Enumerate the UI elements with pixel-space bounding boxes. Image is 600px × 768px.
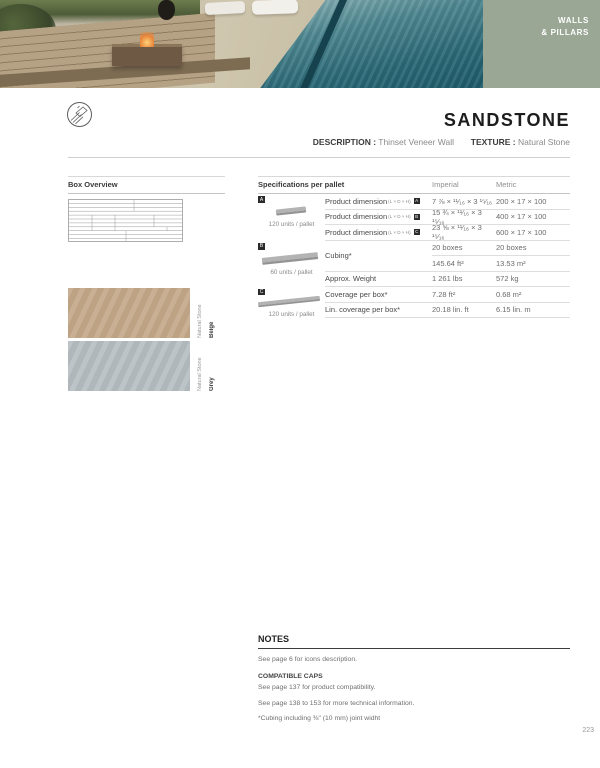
group-c-units: 120 units / pallet [268,311,315,318]
spec-row-label: Lin. coverage per box* [325,303,432,319]
spec-metric-value: 20 boxes [496,241,570,257]
hero-planter-vase [158,0,175,20]
hero-lounge-chair [252,0,298,15]
notes-heading: NOTES [258,634,570,649]
spec-imperial-value: 15 ¾ × ¹¹⁄₁₆ × 3 ¹⁵⁄₁₆ [432,210,496,226]
box-overview-heading: Box Overview [68,176,225,194]
title-divider [68,157,570,158]
spec-row-label: Coverage per box* [325,287,432,303]
group-c-label: C [259,289,264,295]
notes-line-technical: See page 138 to 153 for more technical information. [258,699,415,707]
hero-lounge-chair [205,1,246,15]
swatch-beige [68,288,190,338]
group-a-label: A [259,196,264,203]
spec-imperial-value: 1 261 lbs [432,272,496,288]
compatible-caps-heading: COMPATIBLE CAPS [258,673,323,681]
spec-row-label: Approx. Weight [325,272,432,288]
group-b-label: B [259,243,264,249]
spec-metric-value: 572 kg [496,272,570,288]
group-a-units: 120 units / pallet [268,221,315,228]
swatch-row-grey [68,341,215,391]
category-label [541,15,589,40]
category-line-1: WALLS [558,16,589,25]
swatch-name-label: Grey [209,377,215,391]
notes-section [258,634,570,723]
hero-banner [0,0,600,88]
spec-row-label: Cubing* [325,241,432,272]
category-panel [483,0,600,88]
texture-value: Natural Stone [518,137,570,147]
spec-metric-value: 0.68 m² [496,287,570,303]
spec-metric-value: 600 × 17 × 100 [496,225,570,241]
pallet-group-b [258,241,325,288]
pallet-group-a [258,194,325,241]
page-title: SANDSTONE [443,110,570,130]
stone-strip-c-icon [258,296,320,307]
spec-imperial-value: 145.64 ft² [432,256,496,272]
category-line-2: & PILLARS [541,28,589,38]
notes-line-compatibility: See page 137 for product compatibility. [258,684,376,692]
spec-metric-value: 6.15 lin. m [496,303,570,319]
spec-table-header [258,176,570,194]
ref-square-a: A [415,198,419,204]
spec-metric-value: 200 × 17 × 100 [496,194,570,210]
spec-imperial-value: 23 ⅝ × ¹¹⁄₁₆ × 3 ¹⁵⁄₁₆ [432,225,496,241]
col-metric: Metric [496,180,517,189]
spec-imperial-value: 7.28 ft² [432,287,496,303]
hero-flame [140,32,154,47]
spec-metric-value: 13.53 m² [496,256,570,272]
swatch-labels [197,288,215,338]
swatch-type-label: Natural Stone [197,304,203,338]
swatch-row-beige [68,288,215,338]
spec-row-label: Product dimension (L × D × H) A [325,194,432,210]
description-label: DESCRIPTION : [312,137,377,147]
swatch-labels [197,341,215,391]
ref-square-b: B [415,213,419,219]
spec-row-label: Product dimension (L × D × H) C [325,225,432,241]
swatch-name-label: Beige [209,321,215,338]
ref-square-c: C [415,229,419,235]
col-imperial: Imperial [432,180,459,189]
description-value: Thinset Veneer Wall [378,137,455,147]
hero-fire-pit [112,44,182,66]
box-overview-section [68,176,225,247]
swatch-grey [68,341,190,391]
product-subtitle [313,137,570,147]
specifications-table [258,176,570,318]
hero-photo [0,0,483,88]
texture-label: TEXTURE : [470,137,516,147]
spec-imperial-value: 20 boxes [432,241,496,257]
box-overview-diagram [68,199,183,242]
pallet-group-c [258,287,325,318]
spec-metric-value: 400 × 17 × 100 [496,210,570,226]
page-number: 223 [582,727,594,734]
stone-strip-b-icon [262,252,318,265]
stone-texture-icon [66,101,93,128]
swatch-type-label: Natural Stone [197,357,203,391]
group-b-units: 60 units / pallet [270,268,313,276]
spec-heading: Specifications per pallet [258,180,345,189]
spec-row-label: Product dimension (L × D × H) B [325,210,432,226]
spec-imperial-value: 7 ⅞ × ¹¹⁄₁₆ × 3 ¹⁵⁄₁₆ [432,194,496,210]
spec-imperial-value: 20.18 lin. ft [432,303,496,319]
notes-line-cubing: *Cubing including ⅜" (10 mm) joint widht [258,714,381,722]
notes-line-icons: See page 6 for icons description. [258,656,357,663]
stone-strip-a-icon [276,206,306,215]
